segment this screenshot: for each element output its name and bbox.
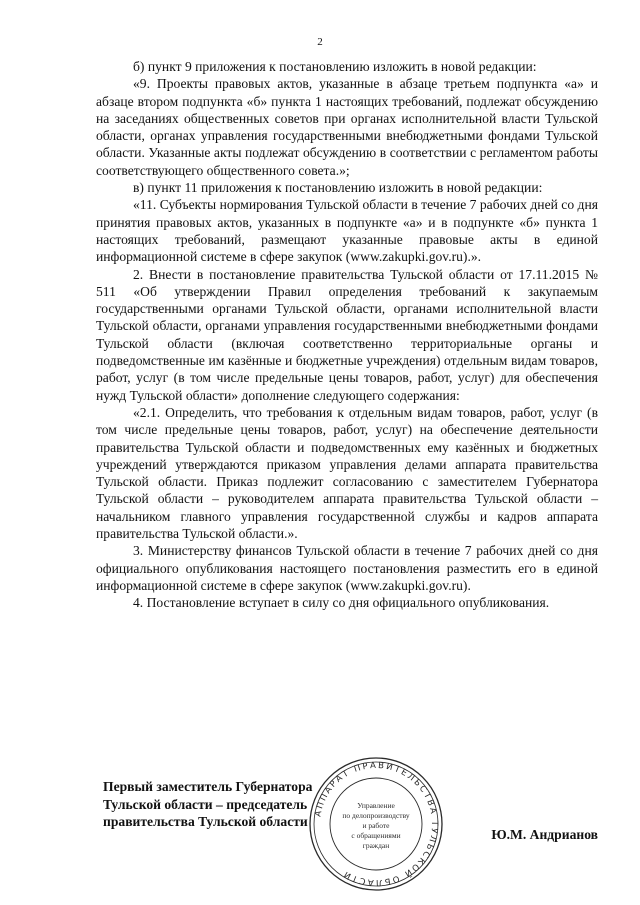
paragraph-section-2: 2. Внести в постановление правительства Тульской области от 17.11.2015 № 511 «Об утверждении Правил определения требований к закупаемым государственными органами Тульской области, органами исполнительной власти Тульской области, органами управления государственными внебюджетными фондами Тульской области (включая соответственно территориальные органы и подведомственные им казённые и бюджетные учреждения) отдельным видам товаров, работ, услуг (в том числе предельные цены товаров, работ, услуг) для обеспечения нужд Тульской области» дополнение следующего содержания: <box>96 266 598 403</box>
stamp-ring-text: АППАРАТ ПРАВИТЕЛЬСТВА ТУЛЬСКОЙ ОБЛАСТИ <box>313 760 440 888</box>
paragraph-point-11: «11. Субъекты нормирования Тульской области в течение 7 рабочих дней со дня принятия правовых актов, указанных в подпункте «а» и в подпункте «б» пункта 1 настоящих требований, размещают указанные правовые акты в единой информационной системе в сфере закупок (www.zakupki.gov.ru).». <box>96 197 598 265</box>
paragraph-section-4: 4. Постановление вступает в силу со дня официального опубликования. <box>133 595 550 611</box>
stamp-center-line: Управление <box>357 801 395 810</box>
paragraph-item-v: в) пункт 11 приложения к постановлению изложить в новой редакции: <box>133 180 543 196</box>
official-stamp <box>306 754 446 894</box>
stamp-center-line: по делопроизводству <box>342 811 410 820</box>
paragraph-item-b: б) пункт 9 приложения к постановлению изложить в новой редакции: <box>133 59 537 74</box>
stamp-center-line: с обращениями <box>351 831 401 840</box>
signatory-name: Ю.М. Андрианов <box>491 827 598 842</box>
signatory-title-line: Тульской области – председатель <box>103 796 308 812</box>
document-body <box>96 58 598 612</box>
page-number: 2 <box>317 36 323 48</box>
stamp-graphic <box>306 754 446 894</box>
paragraph-point-9: «9. Проекты правовых актов, указанные в абзаце третьем подпункта «а» и абзаце втором подпункта «б» пункта 1 настоящих требований, подлежат обсуждению на заседаниях общественных советов при органах исполнительной власти Тульской области, органах управления государственными внебюджетными фондами Тульской области. Указанные акты подлежат обсуждению в соответствии с регламентом работы соответствующего общественного совета.»; <box>96 76 598 178</box>
stamp-center-line: граждан <box>362 841 390 850</box>
signatory-title-line: правительства Тульской области <box>103 814 308 829</box>
paragraph-point-2-1: «2.1. Определить, что требования к отдельным видам товаров, работ, услуг (в том числе предельные цены товаров, работ, услуг) на обеспечение деятельности правительства Тульской области и подведомственных ему казённых и бюджетных учреждений утверждаются приказом управления делами аппарата правительства Тульской области. Приказ подлежит согласованию с заместителем Губернатора Тульской области – руководителем аппарата правительства Тульской области – начальником главного управления государственной службы и кадров аппарата правительства Тульской области.». <box>96 404 598 542</box>
paragraph-section-3: 3. Министерству финансов Тульской области в течение 7 рабочих дней со дня официального опубликования настоящего постановления разместить его в единой информационной системе в сфере закупок (www.zakupki.gov.ru). <box>96 543 598 593</box>
signatory-title-line: Первый заместитель Губернатора <box>103 779 313 794</box>
stamp-center-line: и работе <box>362 821 390 830</box>
